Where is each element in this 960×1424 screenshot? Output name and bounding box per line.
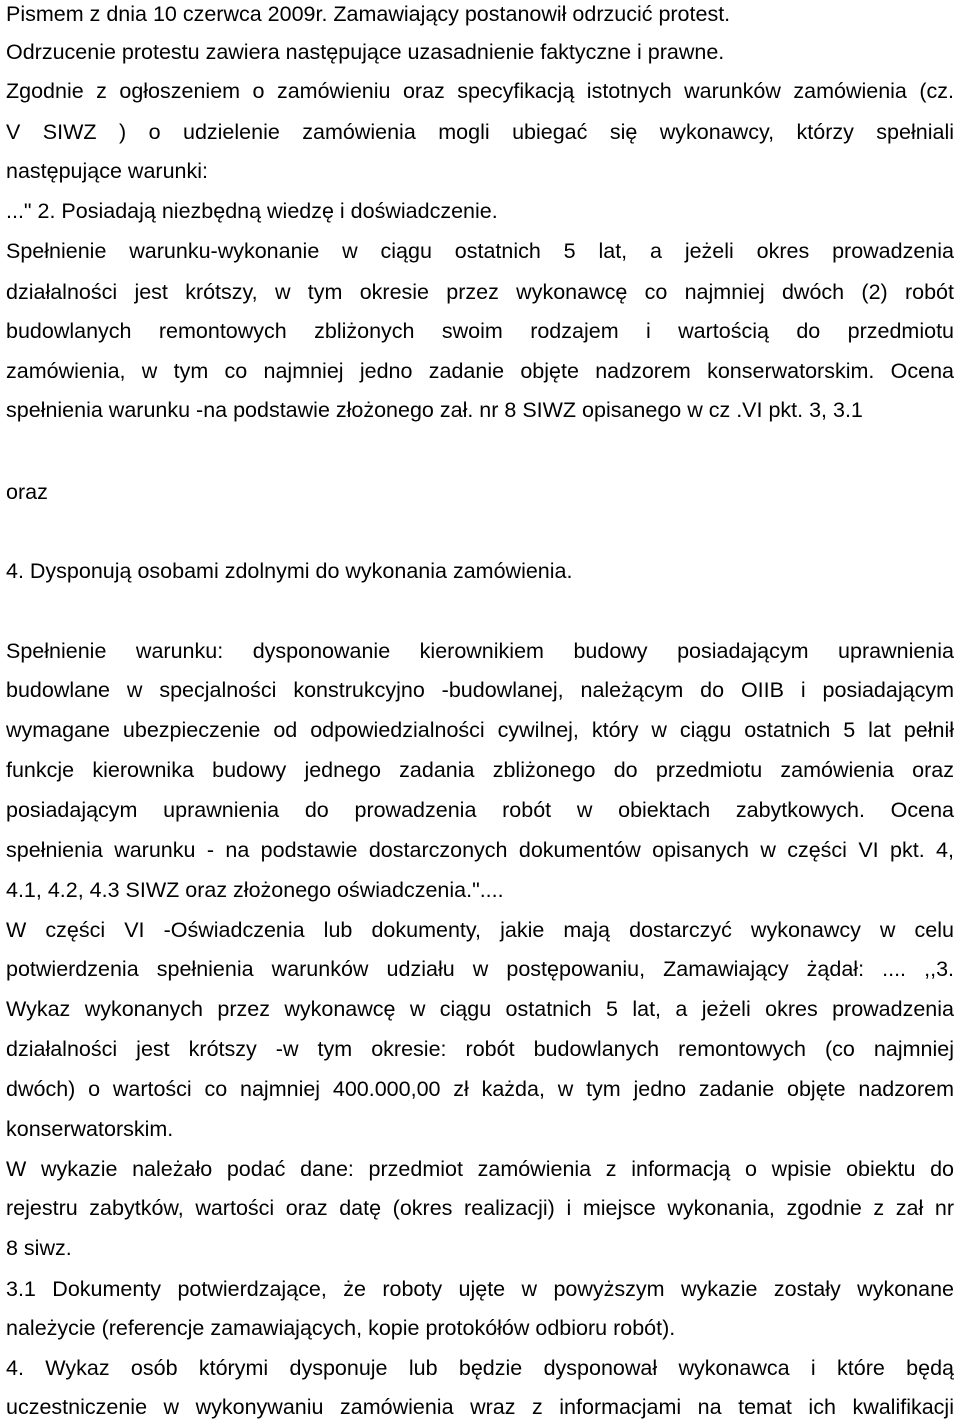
text-line: 8 siwz. (6, 1236, 72, 1260)
text-line: uczestniczenie w wykonywaniu zamówienia wraz z informacjami na temat ich kwalifikacji (6, 1395, 954, 1419)
text-line: następujące warunki: (6, 159, 208, 183)
text-line: oraz (6, 480, 48, 504)
text-line: należycie (referencje zamawiających, kopie protokółów odbioru robót). (6, 1316, 676, 1340)
text-line: potwierdzenia spełnienia warunków udziału w postępowaniu, Zamawiający żądał: .... ,,3. (6, 957, 954, 981)
text-line: działalności jest krótszy, w tym okresie przez wykonawcę co najmniej dwóch (2) robót (6, 280, 954, 304)
text-line: Wykaz wykonanych przez wykonawcę w ciągu ostatnich 5 lat, a jeżeli okres prowadzenia (6, 997, 954, 1021)
text-line: V SIWZ ) o udzielenie zamówienia mogli ubiegać się wykonawcy, którzy spełniali (6, 120, 954, 144)
text-line: posiadającym uprawnienia do prowadzenia robót w obiektach zabytkowych. Ocena (6, 798, 954, 822)
text-line: budowlanych remontowych zbliżonych swoim rodzajem i wartością do przedmiotu (6, 319, 954, 343)
text-line: ..." 2. Posiadają niezbędną wiedzę i doświadczenie. (6, 199, 498, 223)
text-line: rejestru zabytków, wartości oraz datę (okres realizacji) i miejsce wykonania, zgodnie z zał nr (6, 1196, 954, 1220)
text-line: 4. Wykaz osób którymi dysponuje lub będzie dysponował wykonawca i które będą (6, 1356, 954, 1380)
text-line: 3.1 Dokumenty potwierdzające, że roboty ujęte w powyższym wykazie zostały wykonane (6, 1277, 954, 1301)
text-line: Pismem z dnia 10 czerwca 2009r. Zamawiający postanowił odrzucić protest. (6, 2, 731, 26)
text-line: budowlane w specjalności konstrukcyjno -budowlanej, należącym do OIIB i posiadającym (6, 678, 954, 702)
text-line: działalności jest krótszy -w tym okresie: robót budowlanych remontowych (co najmniej (6, 1037, 954, 1061)
text-line: wymagane ubezpieczenie od odpowiedzialności cywilnej, który w ciągu ostatnich 5 lat pełnił (6, 718, 954, 742)
text-line: funkcje kierownika budowy jednego zadania zbliżonego do przedmiotu zamówienia oraz (6, 758, 954, 782)
text-line: W części VI -Oświadczenia lub dokumenty, jakie mają dostarczyć wykonawcy w celu (6, 918, 954, 942)
text-line: dwóch) o wartości co najmniej 400.000,00 zł każda, w tym jedno zadanie objęte nadzorem (6, 1077, 954, 1101)
text-line: 4.1, 4.2, 4.3 SIWZ oraz złożonego oświadczenia.".... (6, 878, 504, 902)
text-line: Odrzucenie protestu zawiera następujące uzasadnienie faktyczne i prawne. (6, 40, 725, 64)
text-line: Spełnienie warunku: dysponowanie kierownikiem budowy posiadającym uprawnienia (6, 639, 954, 663)
text-line: zamówienia, w tym co najmniej jedno zadanie objęte nadzorem konserwatorskim. Ocena (6, 359, 954, 383)
text-line: konserwatorskim. (6, 1117, 174, 1141)
text-line: Spełnienie warunku-wykonanie w ciągu ostatnich 5 lat, a jeżeli okres prowadzenia (6, 239, 954, 263)
text-line: W wykazie należało podać dane: przedmiot zamówienia z informacją o wpisie obiektu do (6, 1157, 954, 1181)
text-line: spełnienia warunku - na podstawie dostarczonych dokumentów opisanych w części VI pkt. 4, (6, 838, 954, 862)
text-line: Zgodnie z ogłoszeniem o zamówieniu oraz specyfikacją istotnych warunków zamówienia (cz. (6, 79, 954, 103)
text-line: spełnienia warunku -na podstawie złożonego zał. nr 8 SIWZ opisanego w cz .VI pkt. 3, 3.1 (6, 398, 863, 422)
text-line: 4. Dysponują osobami zdolnymi do wykonania zamówienia. (6, 559, 573, 583)
